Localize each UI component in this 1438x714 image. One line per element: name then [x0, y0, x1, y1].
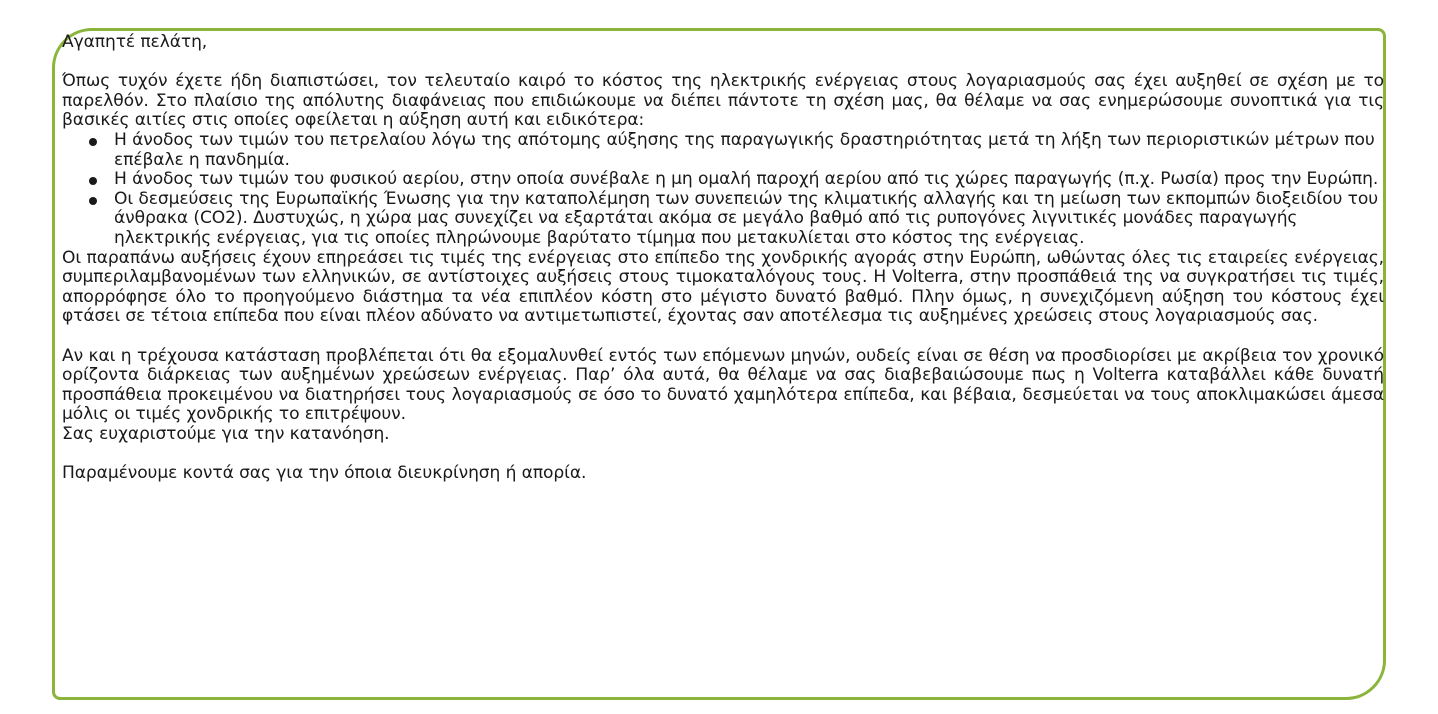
- list-item: [62, 190, 1384, 249]
- causes-list: [62, 131, 1384, 249]
- spacer: [62, 327, 1384, 347]
- bullet-icon: [89, 138, 97, 146]
- thanks-line: Σας ευχαριστούμε για την κατανόηση.: [62, 423, 390, 444]
- spacer: [62, 53, 1384, 73]
- list-item-text: Η άνοδος των τιμών του πετρελαίου λόγω της απότομης αύξησης της παραγωγικής δραστηριότητας μετά τη λήξη των περιοριστικών μέτρων που επέβαλε η πανδημία.: [114, 129, 1375, 170]
- closing-line: Παραμένουμε κοντά σας για την όποια διευκρίνηση ή απορία.: [62, 463, 587, 484]
- impact-paragraph: Οι παραπάνω αυξήσεις έχουν επηρεάσει τις τιμές της ενέργειας στο επίπεδο της χονδρικής αγοράς στην Ευρώπη, ωθώντας όλες τις εταιρείες ενέργειας, συμπεριλαμβανομένων των ελληνικών, σε αντίστοιχες αυξήσεις στους τιμοκαταλόγους τους. Η Volterra, στην προσπάθειά της να συγκρατήσει τις τιμές, απορρόφησε όλο το προηγούμενο διάστημα τα νέα επιπλέον κόστη στο μέγιστο δυνατό βαθμό. Πλην όμως, η συνεχιζόμενη αύξηση του κόστους έχει φτάσει σε τέτοια επίπεδα που είναι πλέον αδύνατο να αντιμετωπιστεί, έχοντας σαν αποτέλεσμα τις αυξημένες χρεώσεις στους λογαριασμούς σας.: [62, 247, 1384, 327]
- bullet-icon: [89, 197, 97, 205]
- list-item-text: Οι δεσμεύσεις της Ευρωπαϊκής Ένωσης για την καταπολέμηση των συνεπειών της κλιματικής αλλαγής και τη μείωση των εκπομπών διοξειδίου του άνθρακα (CO2). Δυστυχώς, η χώρα μας συνεχίζει να εξαρτάται ακόμα σε μεγάλο βαθμό από τις ρυπογόνες λιγνιτικές μονάδες παραγωγής ηλεκτρικής ενέργειας, για τις οποίες πληρώνουμε βαρύτατο τίμημα που μετακυλίεται στο κόστος της ενέργειας.: [114, 188, 1379, 248]
- greeting: Αγαπητέ πελάτη,: [62, 32, 208, 52]
- bullet-icon: [89, 177, 97, 185]
- outlook-paragraph: Αν και η τρέχουσα κατάσταση προβλέπεται ότι θα εξομαλυνθεί εντός των επόμενων μηνών, ουδείς είναι σε θέση να προσδιορίσει με ακρίβεια τον χρονικό ορίζοντα διάρκειας των αυξημένων χρεώσεων ενέργειας. Παρ’ όλα αυτά, θα θέλαμε να σας διαβεβαιώσουμε πως η Volterra καταβάλλει κάθε δυνατή προσπάθεια προκειμένου να διατηρήσει τους λογαριασμούς σε όσο το δυνατό χαμηλότερα επίπεδα, και βέβαια, δεσμεύεται να τους αποκλιμακώσει άμεσα μόλις οι τιμές χονδρικής το επιτρέψουν.: [62, 345, 1384, 425]
- list-item: [62, 170, 1384, 190]
- spacer: [62, 444, 1384, 464]
- list-item: [62, 131, 1384, 170]
- intro-paragraph: Όπως τυχόν έχετε ήδη διαπιστώσει, τον τελευταίο καιρό το κόστος της ηλεκτρικής ενέργειας στους λογαριασμούς σας έχει αυξηθεί σε σχέση με το παρελθόν. Στο πλαίσιο της απόλυτης διαφάνειας που επιδιώκουμε να διέπει πάντοτε τη σχέση μας, θα θέλαμε να σας ενημερώσουμε συνοπτικά για τις βασικές αιτίες στις οποίες οφείλεται η αύξηση αυτή και ειδικότερα:: [62, 71, 1384, 131]
- letter-body: [62, 33, 1384, 484]
- list-item-text: Η άνοδος των τιμών του φυσικού αερίου, στην οποία συνέβαλε η μη ομαλή παροχή αερίου από τις χώρες παραγωγής (π.χ. Ρωσία) προς την Ευρώπη.: [114, 169, 1379, 190]
